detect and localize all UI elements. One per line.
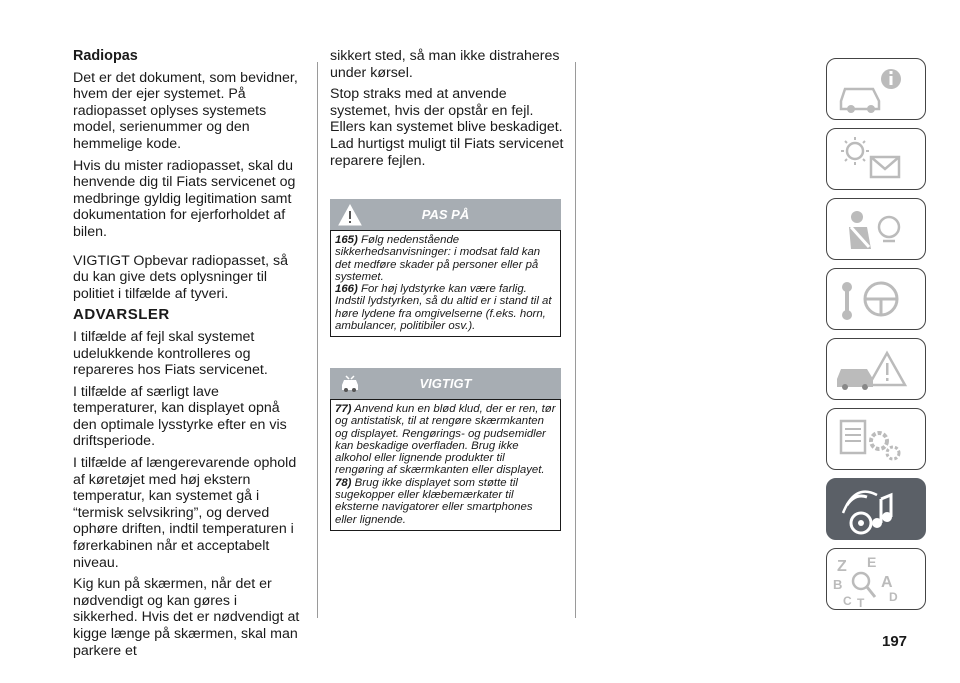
paragraph: Kig kun på skærmen, når det er nødvendigt og kan gøres i sikkerhed. Hvis det er nødvendigt at kigge længe på skærmen, skal man parkere et [73,576,300,659]
note [335,403,556,477]
warning-box-header [330,199,561,230]
car-info-icon [827,59,927,121]
car-warning-icon [827,339,927,401]
paragraph: Hvis du mister radiopasset, skal du henvende dig til Fiats servicenet og medbringe gyldig legitimation samt dokumentation for ejerforholdet af bilen. [73,157,296,240]
warning-triangle-icon [338,203,362,227]
note-text: For høj lydstyrke kan være farlig. Indstil lydstyrken, så du altid er i stand til at høre lydene fra omgivelserne (f.eks. horn, ambulancer, politibiler osv.). [335,283,552,333]
index-letter: A [881,574,893,591]
right-column [330,48,565,174]
paragraph: Det er det dokument, som bevidner, hvem der ejer systemet. På radiopasset oplyses systemets model, serienummer og den hemmelige kode. [73,69,298,152]
note-number: 165) [335,234,358,246]
left-column [73,48,305,664]
index-letters-icon [827,549,927,611]
index-letter: D [889,590,898,604]
index-letter: Z [837,558,847,575]
important-box-body [330,399,561,531]
warning-box-body [330,230,561,337]
multimedia-music-icon [827,479,927,541]
tab-lights-mail[interactable] [826,128,926,190]
index-letter: B [833,577,843,592]
tab-key-steering[interactable] [826,268,926,330]
note [335,283,556,332]
important-box-title: VIGTIGT [419,376,472,391]
tab-multimedia[interactable] [826,478,926,540]
car-service-icon [338,372,362,396]
service-gears-icon [827,409,927,471]
paragraph: I tilfælde af længerevarende ophold af køretøjet med høj ekstern temperatur, kan systemet gå i “termisk selvsikring”, og derved ophøre driften, indtil temperaturen i førerkabinen når et acceptabelt niveau. [73,455,297,571]
note [335,477,556,526]
tab-seatbelt-airbag[interactable] [826,198,926,260]
section-title-radiopas: Radiopas [73,48,138,64]
warning-box-title: PAS PÅ [421,207,470,222]
column-divider [575,62,576,618]
tab-service-gears[interactable] [826,408,926,470]
note-number: 166) [335,283,358,296]
paragraph: I tilfælde af fejl skal systemet udelukkende kontrolleres og repareres hos Fiats servicenet. [73,328,268,379]
tab-index[interactable] [826,548,926,610]
paragraph: VIGTIGT Opbevar radiopasset, så du kan give dets oplysninger til politiet i tilfælde af tyveri. [73,252,289,302]
page-number: 197 [882,633,908,650]
warning-box [330,199,561,337]
note-number: 78) [335,476,352,489]
note [335,234,556,283]
note-number: 77) [335,403,352,415]
seatbelt-airbag-icon [827,199,927,261]
important-box-header [330,368,561,399]
section-title-advarsler: ADVARSLER [73,306,170,324]
paragraph: I tilfælde af særligt lave temperaturer, kan displayet opnå den optimale lysstyrke efter en vis driftsperiode. [73,383,287,450]
index-letter: C [843,594,852,608]
index-letter: E [867,554,877,570]
tab-car-info[interactable] [826,58,926,120]
paragraph: Stop straks med at anvende systemet, hvis der opstår en fejl. Ellers kan systemet blive beskadiget. Lad hurtigst muligt til Fiats servicenet reparere fejlen. [330,86,564,169]
paragraph: sikkert sted, så man ikke distraheres under kørsel. [330,48,560,81]
note-text: Brug ikke displayet som støtte til sugekopper eller klæbemærkater til eksterne navigatorer eller smartphones eller lignende. [335,476,533,526]
important-box [330,368,561,531]
key-steering-wheel-icon [827,269,927,331]
column-divider [317,62,318,618]
index-letter: T [857,596,865,610]
lights-mail-icon [827,129,927,191]
tab-car-warning[interactable] [826,338,926,400]
note-text: Anvend kun en blød klud, der er ren, tør og antistatisk, til at rengøre skærmkanten og displayet. Rengørings- og pudsemidler kan beskadige overfladen. Brug ikke alkohol eller lignende produkter til rengøring af skærmkanten eller displayet. [335,403,556,477]
note-text: Følg nedenstående sikkerhedsanvisninger: i modsat fald kan det medføre skader på personer eller på systemet. [335,234,541,283]
